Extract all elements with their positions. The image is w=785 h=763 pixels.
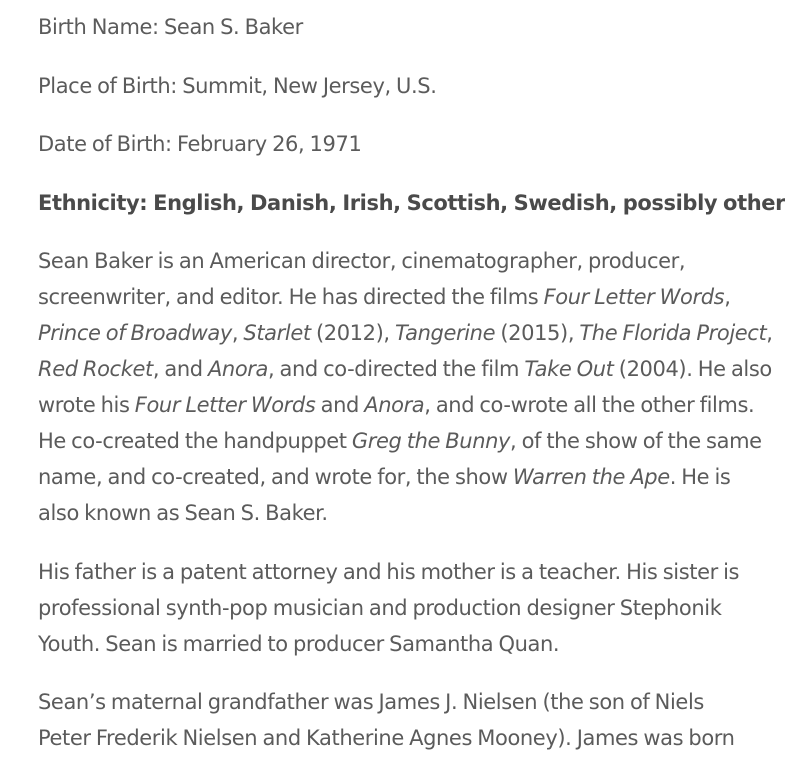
film-title: Four Letter Words <box>134 393 316 417</box>
paragraph-line: Sean’s maternal grandfather was James J. Nielsen (the son of Niels <box>38 690 704 714</box>
paragraph-line: His father is a patent attorney and his mother is a teacher. His sister is <box>38 560 740 584</box>
paragraph-line: screenwriter, and editor. He has directed the films Four Letter Words, <box>38 285 731 309</box>
birth-name: Birth Name: Sean S. Baker <box>38 15 303 39</box>
place-of-birth: Place of Birth: Summit, New Jersey, U.S. <box>38 74 437 98</box>
film-title: The Florida Project <box>579 321 767 345</box>
ethnicity: Ethnicity: English, Danish, Irish, Scottish, Swedish, possibly other <box>38 191 785 215</box>
film-title: Four Letter Words <box>543 285 725 309</box>
paragraph-line: Red Rocket, and Anora, and co-directed the film Take Out (2004). He also <box>38 357 772 381</box>
paragraph-line: He co-created the handpuppet Greg the Bunny, of the show of the same <box>38 429 762 453</box>
film-title: Anora <box>364 393 425 417</box>
film-title: Starlet <box>243 321 311 345</box>
film-title: Red Rocket <box>38 357 153 381</box>
film-title: Warren the Ape <box>512 465 670 489</box>
paragraph-line: Peter Frederik Nielsen and Katherine Agnes Mooney). James was born <box>38 726 735 750</box>
paragraph-line: also known as Sean S. Baker. <box>38 501 328 525</box>
paragraph-line: Sean Baker is an American director, cinematographer, producer, <box>38 249 686 273</box>
paragraph-line: wrote his Four Letter Words and Anora, and co-wrote all the other films. <box>38 393 755 417</box>
film-title: Anora <box>207 357 268 381</box>
date-of-birth: Date of Birth: February 26, 1971 <box>38 132 362 156</box>
film-title: Greg the Bunny <box>351 429 511 453</box>
film-title: Prince of Broadway <box>38 321 232 345</box>
film-title: Take Out <box>524 357 614 381</box>
paragraph-line: name, and co-created, and wrote for, the show Warren the Ape. He is <box>38 465 731 489</box>
paragraph-line: Youth. Sean is married to producer Samantha Quan. <box>38 632 560 656</box>
paragraph-line: professional synth-pop musician and production designer Stephonik <box>38 596 722 620</box>
paragraph-line: Prince of Broadway, Starlet (2012), Tangerine (2015), The Florida Project, <box>38 321 773 345</box>
film-title: Tangerine <box>394 321 496 345</box>
